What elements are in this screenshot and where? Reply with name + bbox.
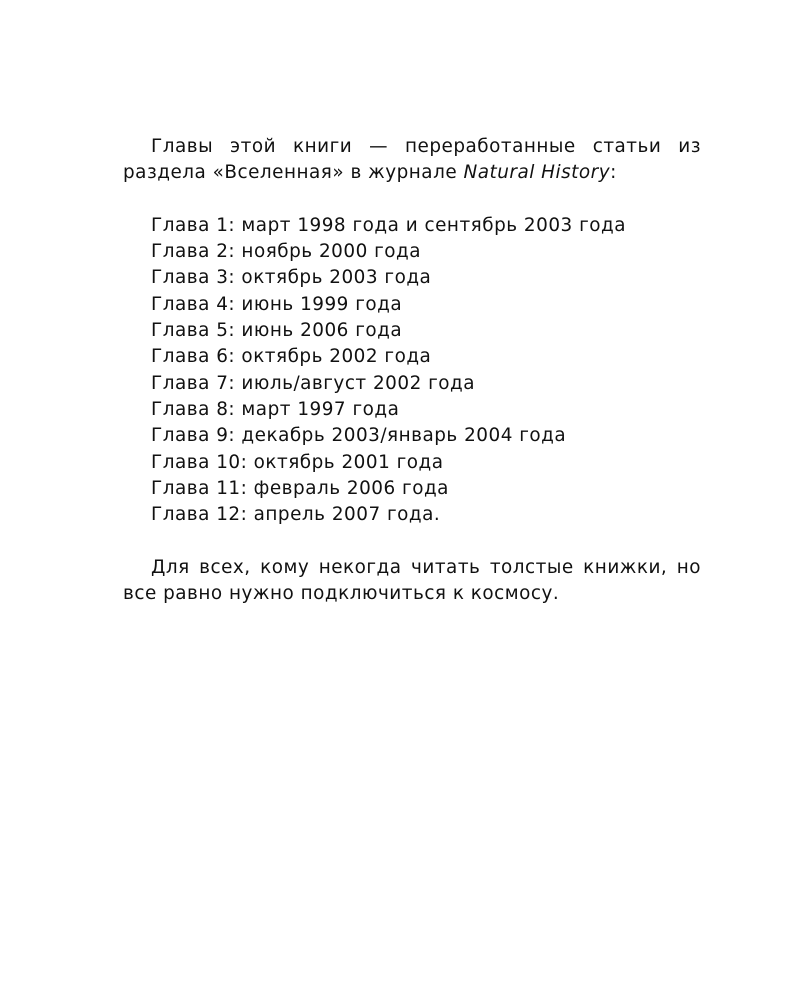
chapter-item: Глава 10: октябрь 2001 года — [151, 451, 444, 473]
book-page — [123, 134, 701, 607]
chapter-item: Глава 2: ноябрь 2000 года — [151, 241, 422, 263]
chapter-item: Глава 1: март 1998 года и сентябрь 2003 года — [151, 214, 626, 236]
chapter-item: Глава 9: декабрь 2003/январь 2004 года — [151, 425, 567, 447]
chapter-item: Глава 4: июнь 1999 года — [151, 293, 403, 315]
intro-text: Главы этой книги — переработанные статьи из раздела «Вселенная» в журнале — [123, 136, 701, 184]
magazine-title: Natural History — [463, 162, 611, 184]
chapter-item: Глава 12: апрель 2007 года. — [151, 504, 441, 526]
chapter-list — [123, 213, 701, 529]
dedication-paragraph: Для всех, кому некогда читать толстые книжки, но все равно нужно подключиться к космосу. — [123, 556, 701, 605]
spacer — [123, 528, 701, 554]
chapter-item: Глава 8: март 1997 года — [151, 398, 400, 420]
intro-paragraph — [123, 134, 701, 187]
spacer — [123, 187, 701, 213]
chapter-item: Глава 7: июль/август 2002 года — [151, 372, 476, 394]
chapter-item: Глава 6: октябрь 2002 года — [151, 346, 432, 368]
chapter-item: Глава 11: февраль 2006 года — [151, 477, 449, 499]
intro-colon: : — [610, 162, 617, 184]
chapter-item: Глава 3: октябрь 2003 года — [151, 267, 432, 289]
chapter-item: Глава 5: июнь 2006 года — [151, 320, 403, 342]
